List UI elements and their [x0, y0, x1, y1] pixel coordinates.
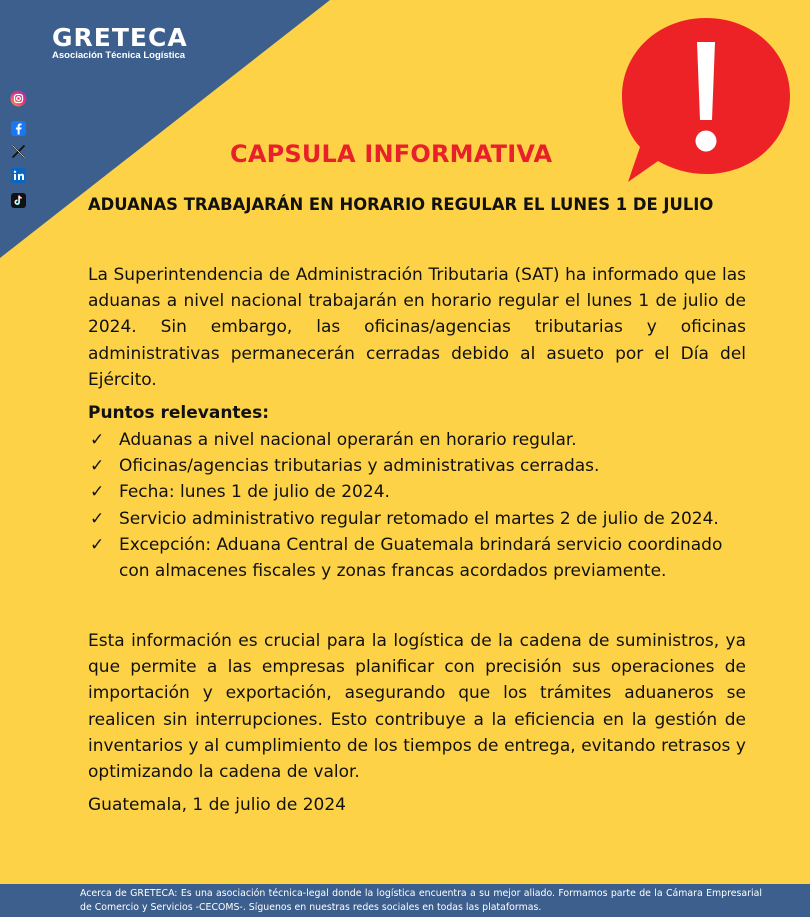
footer-bar	[0, 884, 810, 917]
points-list	[88, 427, 748, 584]
x-icon[interactable]	[10, 143, 27, 160]
check-icon: ✓	[90, 456, 105, 477]
facebook-icon[interactable]	[10, 120, 27, 137]
alert-icon	[618, 14, 794, 184]
list-item: ✓ Oficinas/agencias tributarias y administrativas cerradas.	[88, 453, 748, 479]
logo-tagline: Asociación Técnica Logística	[52, 50, 186, 61]
check-icon: ✓	[90, 482, 105, 503]
check-icon: ✓	[90, 430, 105, 450]
dateline: Guatemala, 1 de julio de 2024	[88, 795, 346, 815]
linkedin-icon[interactable]	[10, 167, 27, 184]
points-title: Puntos relevantes:	[88, 403, 270, 423]
intro-paragraph: La Superintendencia de Administración Tributaria (SAT) ha informado que las aduanas a nivel nacional trabajarán en horario regular el lunes 1 de julio de 2024. Sin embargo, las oficinas/agencias tributarias y oficinas administrativas permanecerán cerradas debido al asueto por el Día del Ejército.	[88, 265, 746, 390]
list-item: ✓ Excepción: Aduana Central de Guatemala brindará servicio coordinado con almacenes fiscales y zonas francas acordados previamente.	[88, 532, 748, 584]
page-title: CAPSULA INFORMATIVA	[230, 140, 553, 168]
tiktok-icon[interactable]	[10, 192, 27, 209]
greteca-logo	[52, 24, 188, 61]
headline: ADUANAS TRABAJARÁN EN HORARIO REGULAR EL LUNES 1 DE JULIO	[88, 195, 714, 214]
list-item: ✓ Servicio administrativo regular retomado el martes 2 de julio de 2024.	[88, 506, 748, 532]
logo-name: GRETECA	[52, 23, 188, 52]
closing-paragraph: Esta información es crucial para la logística de la cadena de suministros, ya que permite a las empresas planificar con precisión sus operaciones de importación y exportación, asegurando que los trámites aduaneros se realicen sin interrupciones. Esto contribuye a la eficiencia en la gestión de inventarios y al cumplimiento de los tiempos de entrega, evitando retrasos y optimizando la cadena de valor.	[88, 631, 746, 783]
check-icon: ✓	[90, 508, 105, 529]
list-item: ✓ Aduanas a nivel nacional operarán en horario regular.	[88, 427, 748, 453]
check-icon: ✓	[90, 534, 105, 555]
instagram-icon[interactable]	[10, 90, 27, 107]
footer-text: Acerca de GRETECA: Es una asociación técnica-legal donde la logística encuentra a su mejor aliado. Formamos parte de la Cámara Empresarial de Comercio y Servicios -CECOMS-. Síguenos en nuestras redes sociales en todas las plataformas.	[80, 888, 762, 913]
list-item: ✓ Fecha: lunes 1 de julio de 2024.	[88, 479, 748, 505]
